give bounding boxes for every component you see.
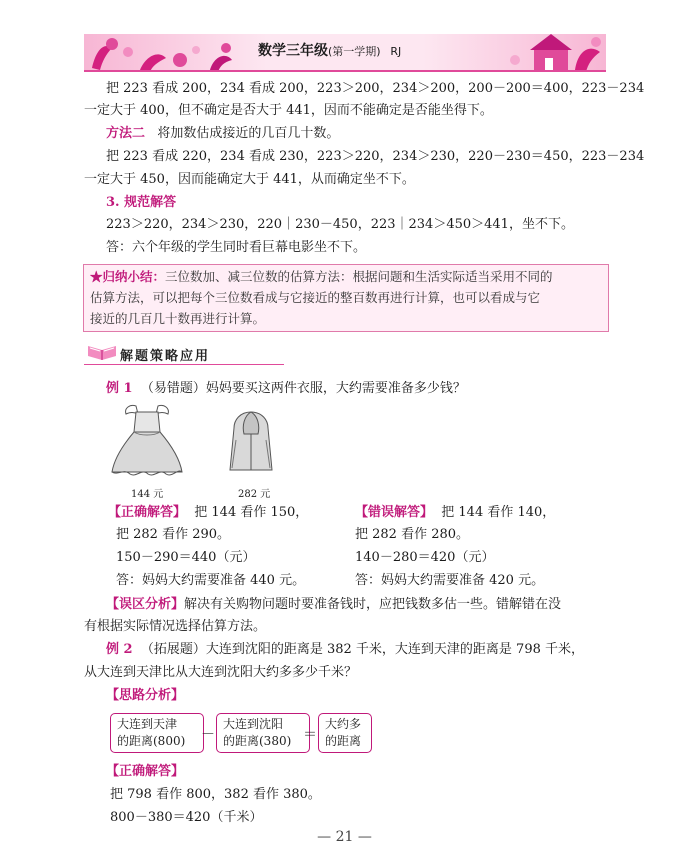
example-2-text-2: 从大连到天津比从大连到沈阳大约多多少千米？ bbox=[84, 665, 358, 680]
body-line-1: 把 223 看成 200，234 看成 200，223＞200，234＞200，200－200＝400，223－234 bbox=[106, 81, 645, 96]
step-three-heading: 3. 规范解答 bbox=[106, 195, 177, 210]
equals-operator: ＝ bbox=[303, 727, 317, 743]
wrong-text-1: 把 144 看作 140， bbox=[441, 505, 556, 520]
example-2-label: 例 2 bbox=[106, 642, 133, 657]
summary-line-1 bbox=[90, 268, 553, 286]
method-two-label: 方法二 bbox=[106, 126, 146, 141]
minus-operator: － bbox=[201, 727, 215, 743]
analysis-label: 【误区分析】 bbox=[106, 597, 185, 612]
method-two-text: 将加数估成接近的几百几十数。 bbox=[157, 126, 340, 141]
body-line-5: 一定大于 450，因而能确定大于 441，从而确定坐不下。 bbox=[84, 172, 415, 187]
dress-price: 144 元 bbox=[131, 489, 164, 500]
example-1-question bbox=[106, 380, 466, 398]
example-1-label: 例 1 bbox=[106, 381, 133, 396]
summary-line-3: 接近的几百几十数再进行计算。 bbox=[90, 311, 266, 326]
example-1-text: （易错题）妈妈要买这两件衣服，大约需要准备多少钱？ bbox=[140, 381, 466, 396]
analysis-line-1 bbox=[106, 596, 561, 614]
summary-text-1: 三位数加、减三位数的估算方法：根据问题和生活实际适当采用不同的 bbox=[165, 269, 553, 284]
idea-label bbox=[106, 687, 184, 705]
flow-box-shenyang bbox=[216, 713, 310, 753]
wrong-solution-line-2: 把 282 看作 280。 bbox=[355, 527, 470, 542]
example-2-text-1: （拓展题）大连到沈阳的距离是 382 千米，大连到天津的距离是 798 千米， bbox=[140, 642, 584, 657]
flow-box-tianjin bbox=[110, 713, 204, 753]
book-title: 数学三年级 bbox=[258, 43, 328, 59]
flow-box-result-line-2: 的距离 bbox=[325, 734, 362, 748]
book-edition: RJ bbox=[390, 45, 402, 58]
summary-line-2: 估算方法，可以把每个三位数看成与它接近的整百数再进行计算，也可以看成与它 bbox=[90, 290, 541, 305]
wrong-solution-line-3: 140－280＝420（元） bbox=[355, 550, 495, 565]
flow-box-result-line-1: 大约多 bbox=[325, 717, 362, 731]
summary-box bbox=[83, 264, 609, 332]
example-2-correct-label bbox=[106, 763, 184, 781]
correct-solution-line-1 bbox=[108, 504, 308, 522]
dress-image bbox=[108, 402, 186, 480]
section-rule bbox=[84, 364, 284, 365]
page-number: — 21 — bbox=[317, 829, 372, 845]
wrong-solution-line-1 bbox=[355, 504, 555, 522]
analysis-line-2: 有根据实际情况选择估算方法。 bbox=[84, 619, 267, 634]
correct-label: 【正确解答】 bbox=[108, 505, 187, 520]
flow-box-tianjin-line-2: 的距离(800) bbox=[117, 734, 186, 748]
flow-box-shenyang-line-1: 大连到沈阳 bbox=[223, 717, 284, 731]
coat-price: 282 元 bbox=[238, 489, 271, 500]
header-title bbox=[258, 40, 401, 60]
analysis-text-1: 解决有关购物问题时要准备钱时，应把钱数多估一些。错解错在没 bbox=[184, 597, 562, 612]
flow-box-result bbox=[318, 713, 372, 753]
wrong-label: 【错误解答】 bbox=[355, 505, 434, 520]
example-2-question bbox=[106, 641, 584, 659]
idea-label-text: 【思路分析】 bbox=[106, 688, 185, 703]
example-2-correct-label-text: 【正确解答】 bbox=[106, 764, 185, 779]
section-title: 解题策略应用 bbox=[120, 349, 211, 364]
wrong-solution-line-4: 答：妈妈大约需要准备 420 元。 bbox=[355, 573, 545, 588]
coat-image bbox=[226, 410, 276, 476]
correct-text-1: 把 144 看作 150， bbox=[194, 505, 309, 520]
example-2-solution-2: 800－380＝420（千米） bbox=[110, 810, 263, 825]
correct-solution-line-4: 答：妈妈大约需要准备 440 元。 bbox=[116, 573, 306, 588]
correct-solution-line-2: 把 282 看作 290。 bbox=[116, 527, 231, 542]
body-line-2: 一定大于 400，但不确定是否大于 441，因而不能确定是否能坐得下。 bbox=[84, 103, 493, 118]
method-two bbox=[106, 125, 339, 143]
correct-solution-line-3: 150－290＝440（元） bbox=[116, 550, 256, 565]
flow-box-shenyang-line-2: 的距离(380) bbox=[223, 734, 292, 748]
header-rule bbox=[84, 70, 606, 72]
book-icon bbox=[86, 340, 118, 362]
flow-box-tianjin-line-1: 大连到天津 bbox=[117, 717, 178, 731]
answer-line: 答：六个年级的学生同时看巨幕电影坐不下。 bbox=[106, 240, 367, 255]
body-line-7: 223＞220，234＞230，220｜230－450，223｜234＞450＞441，坐不下。 bbox=[106, 217, 574, 232]
body-line-4: 把 223 看成 220，234 看成 230，223＞220，234＞230，220－230＝450，223－234 bbox=[106, 149, 645, 164]
summary-label: ★归纳小结： bbox=[90, 269, 166, 284]
book-subtitle: (第一学期) bbox=[328, 45, 381, 58]
example-2-solution-1: 把 798 看作 800，382 看作 380。 bbox=[110, 787, 321, 802]
